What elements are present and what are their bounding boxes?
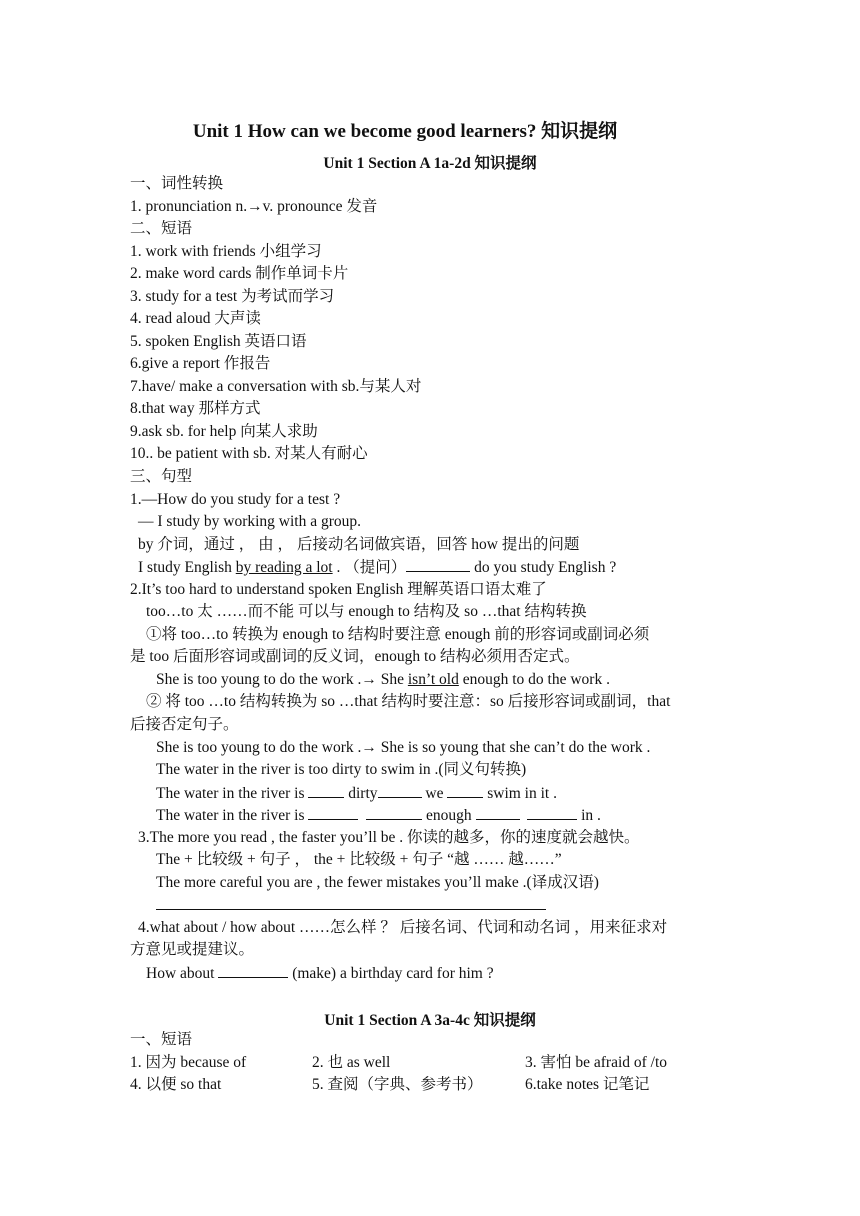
answer-blank	[378, 783, 422, 798]
answer-blank	[366, 805, 422, 820]
phrase-item: 10.. be patient with sb. 对某人有耐心	[130, 445, 368, 462]
phrase-item: 8.that way 那样方式	[130, 400, 261, 417]
section-heading: Unit 1 Section A 3a-4c 知识提纲	[324, 1012, 536, 1029]
part-heading: 三、句型	[130, 468, 193, 485]
answer-blank	[447, 783, 483, 798]
sentence-pattern: 方意见或提建议。	[130, 941, 255, 958]
phrase-item: 9.ask sb. for help 向某人求助	[130, 423, 318, 440]
phrase-item: 5. spoken English 英语口语	[130, 333, 307, 350]
phrase-item: 5. 查阅（字典、参考书）	[312, 1076, 483, 1093]
grammar-note: 后接否定句子。	[130, 716, 239, 733]
grammar-note: ② 将 too …to 结构转换为 so …that 结构时要注意：so 后接形容词或副词，that	[146, 693, 671, 710]
phrase-item: 2. 也 as well	[312, 1054, 391, 1071]
underlined-phrase: by reading a lot	[235, 559, 333, 576]
section-heading: Unit 1 Section A 1a-2d 知识提纲	[323, 155, 537, 172]
answer-blank	[476, 805, 520, 820]
underlined-phrase: isn’t old	[407, 671, 459, 688]
sentence-answer: — I study by working with a group.	[138, 513, 362, 530]
fill-in-line: The water in the river is dirty we swim in it .	[156, 785, 557, 802]
grammar-note: The + 比较级 + 句子 ， the + 比较级 + 句子 “越 …… 越……”	[156, 851, 562, 868]
grammar-note: 是 too 后面形容词或副词的反义词，enough to 结构必须用否定式。	[130, 648, 580, 665]
phrase-item: 1. 因为 because of	[130, 1054, 247, 1071]
phrase-item: 4. 以便 so that	[130, 1076, 222, 1093]
phrase-item: 6.give a report 作报告	[130, 355, 271, 372]
answer-blank	[527, 805, 577, 820]
phrase-item: 7.have/ make a conversation with sb.与某人对	[130, 378, 422, 395]
example-sentence: She is too young to do the work .→ She is so young that she can’t do the work .	[156, 739, 651, 756]
sentence-pattern: 4.what about / how about ……怎么样 ？ 后接名词、代词和动名词 ，用来征求对	[138, 919, 668, 936]
exercise-line: How about (make) a birthday card for him ?	[146, 965, 494, 982]
document-title: Unit 1 How can we become good learners? 知识提纲	[192, 121, 618, 142]
sentence-pattern: 3.The more you read , the faster you’ll be . 你读的越多，你的速度就会越快。	[138, 829, 640, 846]
answer-blank	[308, 805, 358, 820]
phrase-item: 4. read aloud 大声读	[130, 310, 261, 327]
grammar-note: by 介词，通过 ， 由 ， 后接动名词做宾语，回答 how 提出的问题	[138, 536, 580, 553]
phrase-item: 3. study for a test 为考试而学习	[130, 288, 335, 305]
phrase-item: 6.take notes 记笔记	[525, 1076, 650, 1093]
part-heading: 一、短语	[130, 1031, 193, 1048]
grammar-note: ①将 too…to 转换为 enough to 结构时要注意 enough 前的形容词或副词必须	[146, 626, 650, 643]
answer-blank	[218, 963, 288, 978]
example-sentence: The more careful you are , the fewer mistakes you’ll make .(译成汉语)	[156, 874, 599, 891]
fill-in-line: The water in the river is enough in .	[156, 807, 601, 824]
phrase-item: 1. work with friends 小组学习	[130, 243, 322, 260]
exercise-line: I study English by reading a lot . （提问） do you study English ?	[138, 559, 617, 576]
part-heading: 二、短语	[130, 220, 193, 237]
phrase-item: 3. 害怕 be afraid of /to	[525, 1054, 668, 1071]
answer-blank	[406, 557, 470, 572]
answer-blank	[308, 783, 344, 798]
example-sentence: The water in the river is too dirty to swim in .(同义句转换)	[156, 761, 527, 778]
list-item: 1. pronunciation n.→v. pronounce 发音	[130, 198, 378, 215]
phrase-item: 2. make word cards 制作单词卡片	[130, 265, 349, 282]
sentence-pattern: 2.It’s too hard to understand spoken English 理解英语口语太难了	[130, 581, 547, 598]
grammar-note: too…to 太 ……而不能 可以与 enough to 结构及 so …that 结构转换	[146, 603, 587, 620]
part-heading: 一、词性转换	[130, 175, 224, 192]
sentence-question: 1.—How do you study for a test ?	[130, 491, 341, 508]
answer-line	[156, 909, 546, 910]
example-sentence: She is too young to do the work .→ She isn’t old enough to do the work .	[156, 671, 610, 688]
